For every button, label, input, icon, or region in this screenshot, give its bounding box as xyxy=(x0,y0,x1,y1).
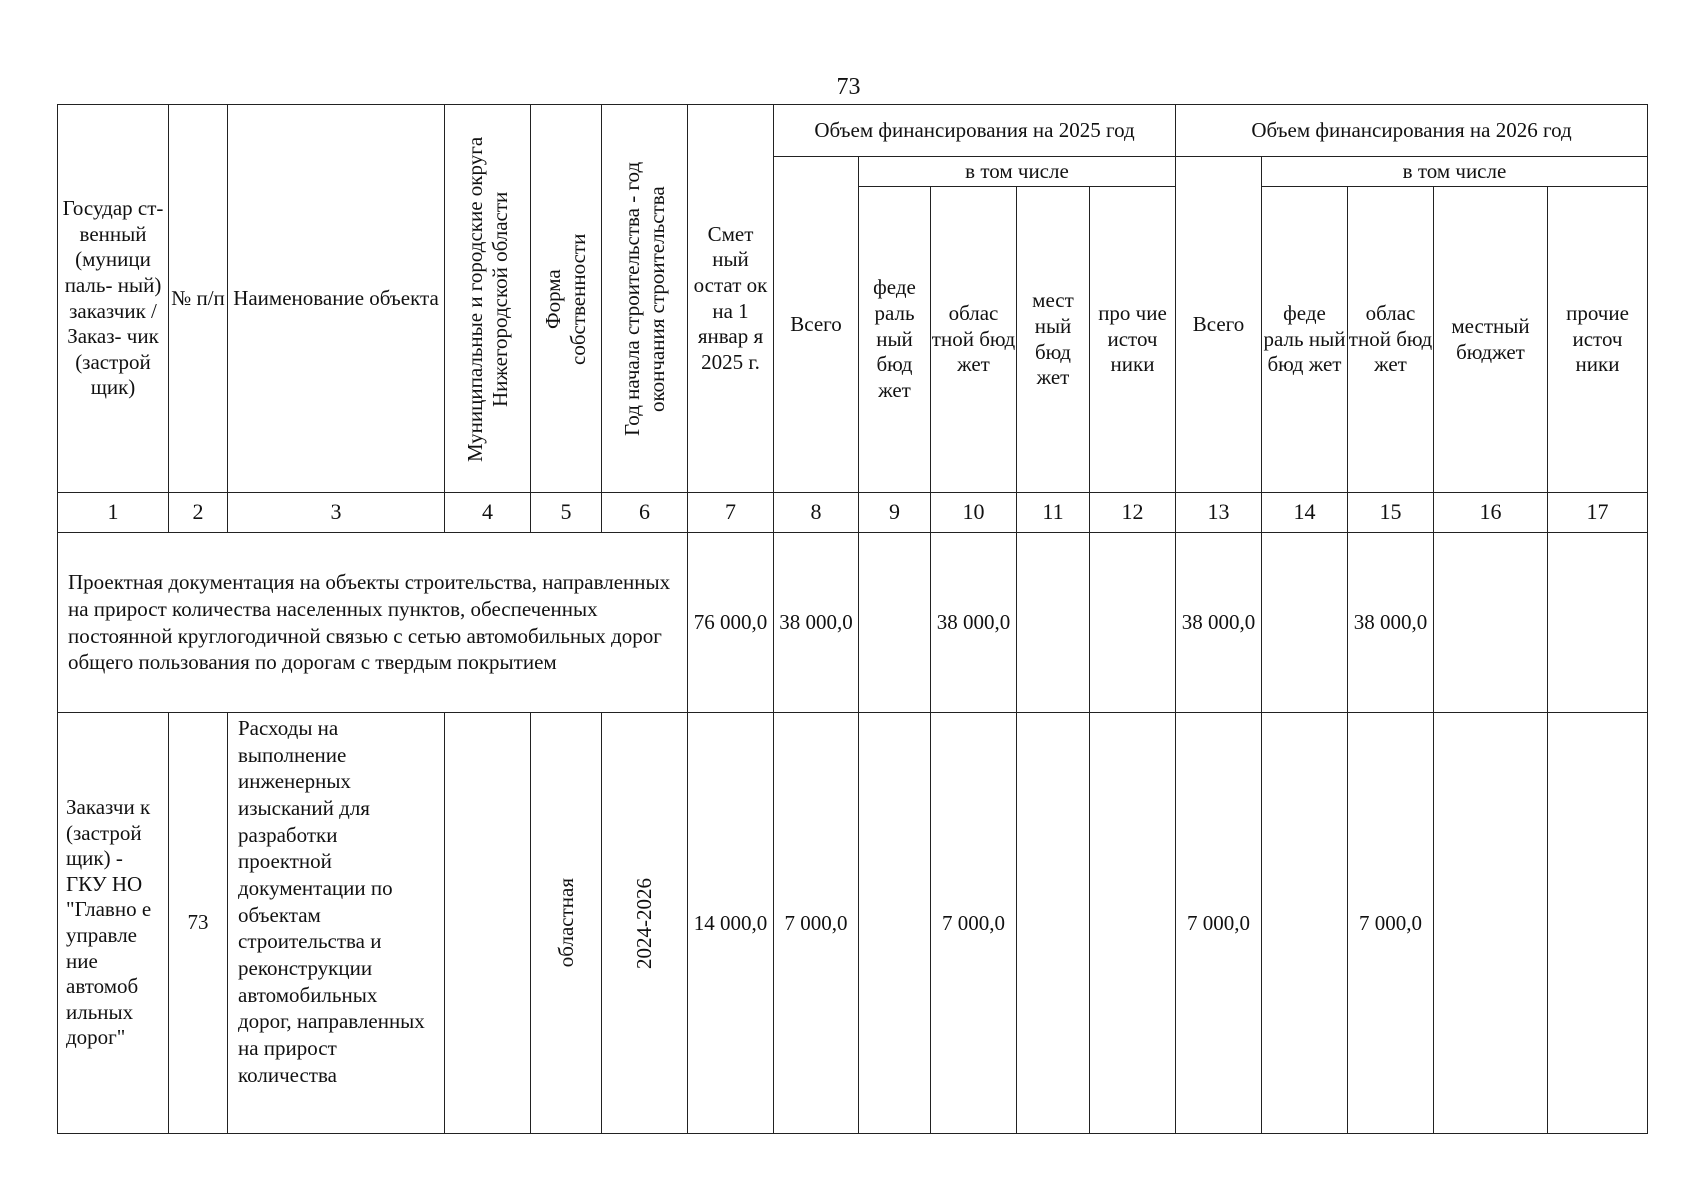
column-number: 1 xyxy=(58,493,169,533)
column-number: 3 xyxy=(228,493,445,533)
item-federal-2026 xyxy=(1262,713,1348,1134)
section-regional-2026: 38 000,0 xyxy=(1348,533,1434,713)
section-other-2025 xyxy=(1090,533,1176,713)
column-number: 14 xyxy=(1262,493,1348,533)
item-customer: Заказчи к (застрой щик) - ГКУ НО "Главно е управле ние автомоб ильных дорог" xyxy=(58,713,169,1134)
column-number: 11 xyxy=(1017,493,1090,533)
page-number: 73 xyxy=(836,74,861,100)
column-number: 2 xyxy=(169,493,228,533)
item-regional-2026: 7 000,0 xyxy=(1348,713,1434,1134)
header-federal-2025: феде раль ный бюд жет xyxy=(859,187,931,493)
header-local-2026: местный бюджет xyxy=(1434,187,1548,493)
header-ownership-label: Форма собственности xyxy=(541,232,590,365)
header-municipal xyxy=(445,105,531,493)
item-total-2025: 7 000,0 xyxy=(774,713,859,1134)
column-number-row xyxy=(58,493,1648,533)
header-years xyxy=(602,105,688,493)
item-object-name: Расходы на выполнение инженерных изысканий для разработки проектной документации по объектам строительства и реконструкции автомобильных дорог, направленных на прирост количества xyxy=(228,713,445,1134)
item-local-2026 xyxy=(1434,713,1548,1134)
header-estimate: Смет ный остат ок на 1 январ я 2025 г. xyxy=(688,105,774,493)
column-number: 7 xyxy=(688,493,774,533)
section-local-2025 xyxy=(1017,533,1090,713)
item-ownership xyxy=(531,713,602,1134)
header-customer: Государ ст- венный (муници паль- ный) заказчик / Заказ- чик (застрой щик) xyxy=(58,105,169,493)
section-estimate: 76 000,0 xyxy=(688,533,774,713)
column-number: 5 xyxy=(531,493,602,533)
header-ownership xyxy=(531,105,602,493)
column-number: 12 xyxy=(1090,493,1176,533)
section-total-2025: 38 000,0 xyxy=(774,533,859,713)
header-years-label: Год начала строительства - год окончания строительства xyxy=(619,161,669,436)
header-including-2026: в том числе xyxy=(1262,157,1648,187)
item-ownership-label: областная xyxy=(553,878,578,968)
header-object-name: Наименование объекта xyxy=(228,105,445,493)
header-group-2025: Объем финансирования на 2025 год xyxy=(774,105,1176,157)
header-local-2025: мест ный бюд жет xyxy=(1017,187,1090,493)
item-federal-2025 xyxy=(859,713,931,1134)
header-regional-2026: облас тной бюд жет xyxy=(1348,187,1434,493)
header-total-2026: Всего xyxy=(1176,157,1262,493)
section-federal-2026 xyxy=(1262,533,1348,713)
header-total-2025: Всего xyxy=(774,157,859,493)
section-title: Проектная документация на объекты строительства, направленных на прирост количества населенных пунктов, обеспеченных постоянной круглогодичной связью с сетью автомобильных дорог общего пользования по дорогам с твердым покрытием xyxy=(58,533,688,713)
item-number: 73 xyxy=(169,713,228,1134)
item-municipal xyxy=(445,713,531,1134)
section-other-2026 xyxy=(1548,533,1648,713)
section-local-2026 xyxy=(1434,533,1548,713)
section-row xyxy=(58,533,1648,713)
column-number: 6 xyxy=(602,493,688,533)
item-years xyxy=(602,713,688,1134)
item-years-label: 2024-2026 xyxy=(632,877,657,969)
header-other-2025: про чие источ ники xyxy=(1090,187,1176,493)
column-number: 9 xyxy=(859,493,931,533)
item-local-2025 xyxy=(1017,713,1090,1134)
header-number: № п/п xyxy=(169,105,228,493)
item-other-2026 xyxy=(1548,713,1648,1134)
section-federal-2025 xyxy=(859,533,931,713)
column-number: 13 xyxy=(1176,493,1262,533)
item-row xyxy=(58,713,1648,1134)
header-regional-2025: облас тной бюд жет xyxy=(931,187,1017,493)
item-estimate: 14 000,0 xyxy=(688,713,774,1134)
column-number: 15 xyxy=(1348,493,1434,533)
financing-table xyxy=(57,104,1648,1134)
section-regional-2025: 38 000,0 xyxy=(931,533,1017,713)
item-regional-2025: 7 000,0 xyxy=(931,713,1017,1134)
column-number: 4 xyxy=(445,493,531,533)
header-other-2026: прочие источ ники xyxy=(1548,187,1648,493)
item-other-2025 xyxy=(1090,713,1176,1134)
header-federal-2026: феде раль ный бюд жет xyxy=(1262,187,1348,493)
column-number: 8 xyxy=(774,493,859,533)
item-total-2026: 7 000,0 xyxy=(1176,713,1262,1134)
column-number: 16 xyxy=(1434,493,1548,533)
section-total-2026: 38 000,0 xyxy=(1176,533,1262,713)
header-including-2025: в том числе xyxy=(859,157,1176,187)
header-group-2026: Объем финансирования на 2026 год xyxy=(1176,105,1648,157)
column-number: 17 xyxy=(1548,493,1648,533)
header-municipal-label: Муниципальные и городские округа Нижегородской области xyxy=(462,135,512,462)
column-number: 10 xyxy=(931,493,1017,533)
